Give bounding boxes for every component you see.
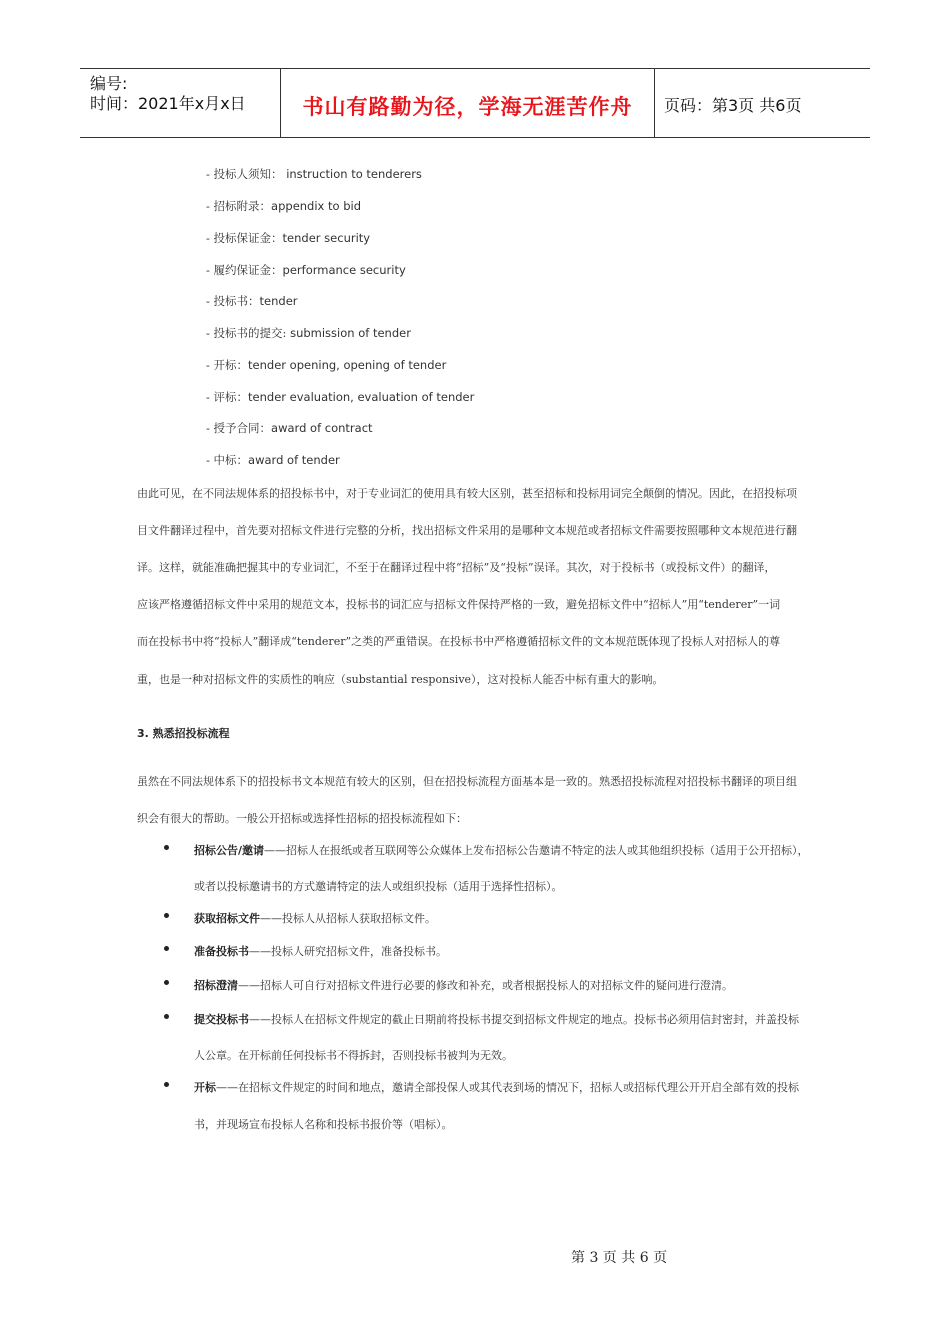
list-item-term: 开标 xyxy=(194,1081,216,1094)
paragraph-line: 织会有很大的帮助。一般公开招标或选择性招标的招投标流程如下： xyxy=(137,812,467,825)
bullet-icon xyxy=(164,913,169,918)
list-item-line: 提交投标书——投标人在招标文件规定的截止日期前将投标书提交到招标文件规定的地点。投标书必须用信封密封，并盖投标 xyxy=(194,1013,799,1026)
list-item-term: 准备投标书 xyxy=(194,945,249,958)
term-item: - 投标人须知： instruction to tenderers xyxy=(206,167,422,181)
list-item-term: 获取招标文件 xyxy=(194,912,260,925)
term-item: - 评标：tender evaluation, evaluation of tender xyxy=(206,390,475,404)
header-meta-cell xyxy=(80,69,280,137)
paragraph-line: 目文件翻译过程中，首先要对招标文件进行完整的分析，找出招标文件采用的是哪种文本规范或者招标文件需要按照哪种文本规范进行翻 xyxy=(137,524,797,537)
list-item-line: 准备投标书——投标人研究招标文件，准备投标书。 xyxy=(194,945,447,958)
bullet-icon xyxy=(164,1082,169,1087)
list-item-line: 或者以投标邀请书的方式邀请特定的法人或组织投标（适用于选择性招标）。 xyxy=(194,880,563,893)
page-header xyxy=(80,68,870,138)
list-item-line: 开标——在招标文件规定的时间和地点，邀请全部投保人或其代表到场的情况下，招标人或招标代理公开开启全部有效的投标 xyxy=(194,1081,799,1094)
paragraph-line: 而在投标书中将“投标人”翻译成“tenderer”之类的严重错误。在投标书中严格遵循招标文件的文本规范既体现了投标人对招标人的尊 xyxy=(137,635,781,648)
paragraph-line: 虽然在不同法规体系下的招投标书文本规范有较大的区别，但在招投标流程方面基本是一致的。熟悉招投标流程对招投标书翻译的项目组 xyxy=(137,775,797,788)
section-heading: 3. 熟悉招投标流程 xyxy=(137,727,230,740)
term-item: - 授予合同：award of contract xyxy=(206,421,373,435)
header-page-cell xyxy=(654,69,870,137)
bullet-icon xyxy=(164,980,169,985)
term-item: - 履约保证金：performance security xyxy=(206,263,406,277)
term-item: - 招标附录：appendix to bid xyxy=(206,199,362,213)
header-motto-cell xyxy=(280,69,655,137)
list-item-line: 获取招标文件——投标人从招标人获取招标文件。 xyxy=(194,912,436,925)
term-item: - 中标：award of tender xyxy=(206,453,340,467)
list-item-line: 人公章。在开标前任何投标书不得拆封，否则投标书被判为无效。 xyxy=(194,1049,513,1062)
list-item-line: 招标澄清——招标人可自行对招标文件进行必要的修改和补充，或者根据投标人的对招标文件的疑问进行澄清。 xyxy=(194,979,733,992)
header-motto: 书山有路勤为径，学海无涯苦作舟 xyxy=(302,95,633,119)
term-item: - 投标书：tender xyxy=(206,294,298,308)
term-item: - 投标保证金：tender security xyxy=(206,231,371,245)
list-item-term: 提交投标书 xyxy=(194,1013,249,1026)
document-date-label: 时间：2021年x月x日 xyxy=(90,94,246,113)
list-item-line: 书，并现场宣布投标人名称和投标书报价等（唱标）。 xyxy=(194,1118,453,1131)
list-item-line: 招标公告/邀请——招标人在报纸或者互联网等公众媒体上发布招标公告邀请不特定的法人或其他组织投标（适用于公开招标）， xyxy=(194,844,809,857)
list-item-term: 招标澄清 xyxy=(194,979,238,992)
paragraph-line: 译。这样，就能准确把握其中的专业词汇，不至于在翻译过程中将“招标”及“投标”误译。其次，对于投标书（或投标文件）的翻译， xyxy=(137,561,776,574)
paragraph-line: 重，也是一种对招标文件的实质性的响应（substantial responsive），这对投标人能否中标有重大的影响。 xyxy=(137,673,664,686)
bullet-icon xyxy=(164,845,169,850)
header-page-info: 页码：第3页 共6页 xyxy=(664,96,802,115)
paragraph-line: 由此可见，在不同法规体系的招投标书中，对于专业词汇的使用具有较大区别，甚至招标和投标用词完全颠倒的情况。因此，在招投标项 xyxy=(137,487,797,500)
bullet-icon xyxy=(164,946,169,951)
bullet-icon xyxy=(164,1014,169,1019)
paragraph-line: 应该严格遵循招标文件中采用的规范文本，投标书的词汇应与招标文件保持严格的一致，避免招标文件中“招标人”用“tenderer”一词 xyxy=(137,598,781,611)
list-item-term: 招标公告/邀请 xyxy=(194,844,265,857)
term-item: - 投标书的提交: submission of tender xyxy=(206,326,411,340)
term-item: - 开标：tender opening, opening of tender xyxy=(206,358,447,372)
document-number-label: 编号: xyxy=(90,74,128,93)
page-footer: 第 3 页 共 6 页 xyxy=(571,1250,668,1266)
